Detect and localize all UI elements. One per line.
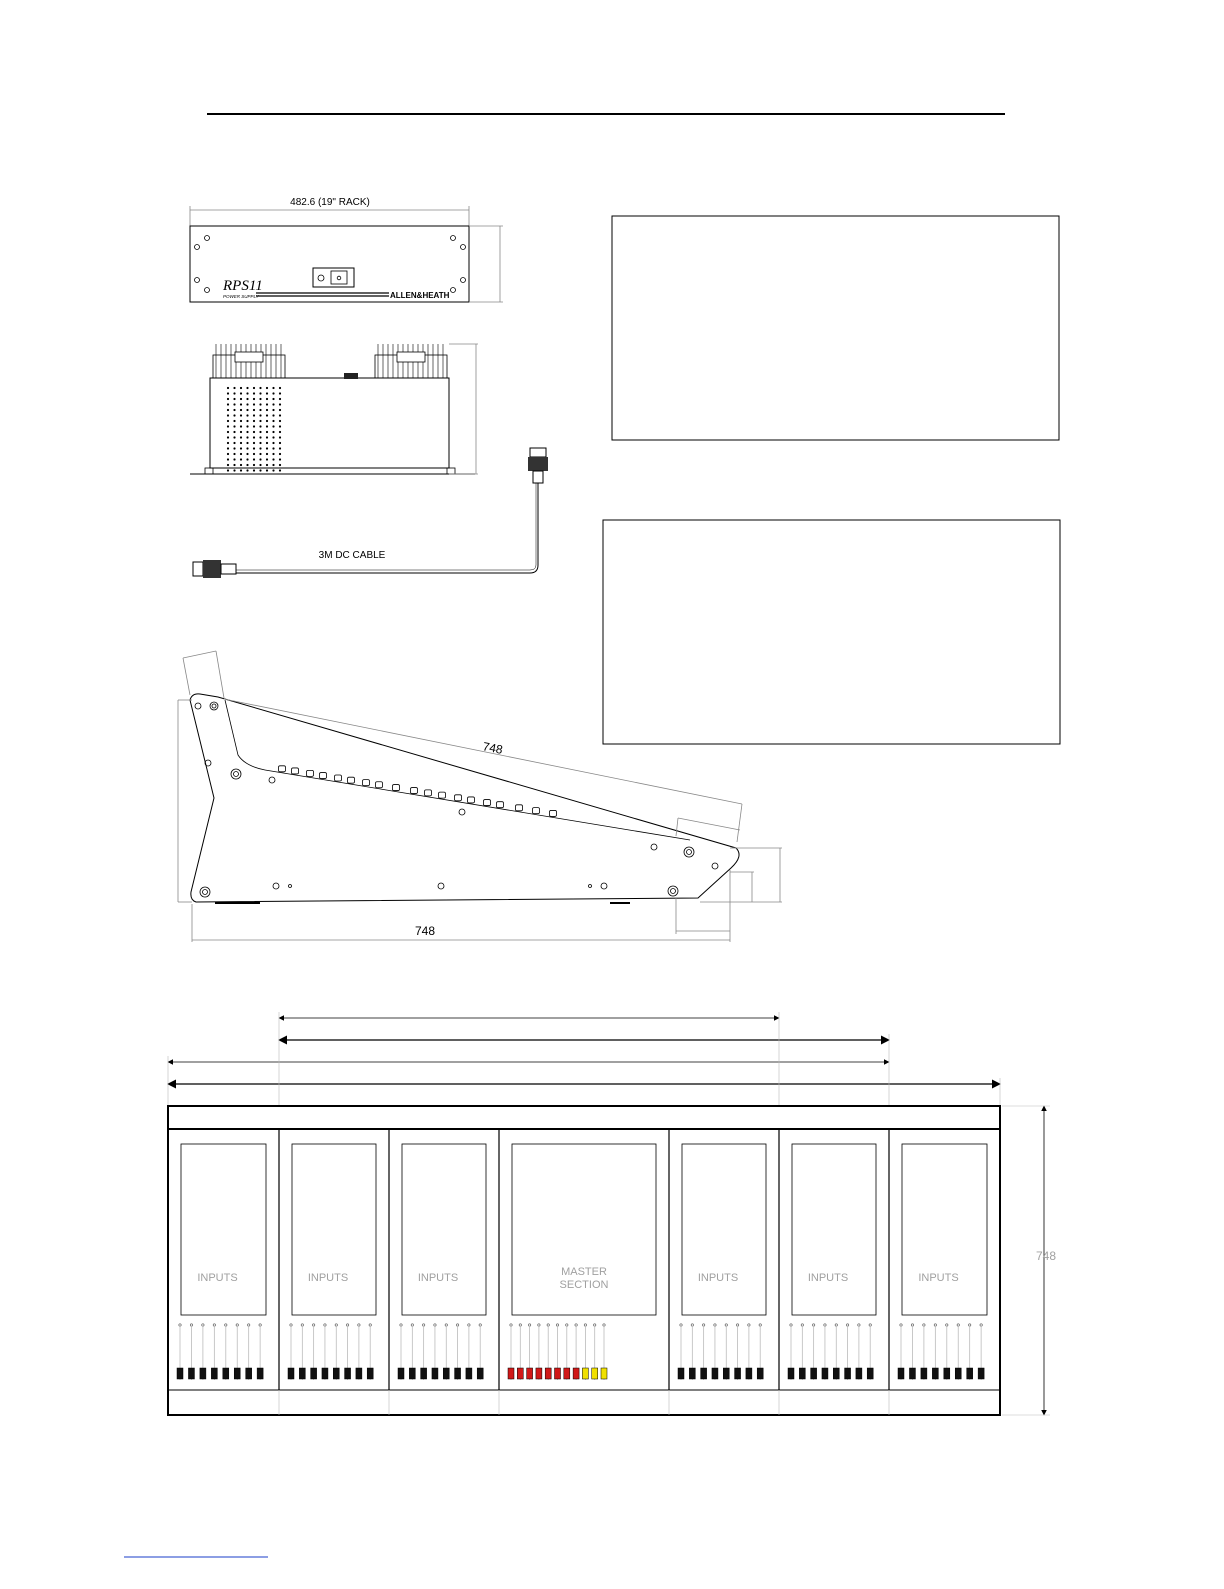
vent-hole	[279, 420, 281, 422]
vent-hole	[227, 442, 229, 444]
vent-hole	[272, 469, 274, 471]
fader-cap	[582, 1368, 588, 1379]
vent-hole	[253, 464, 255, 466]
fader-cap	[932, 1368, 938, 1379]
vent-hole	[246, 447, 248, 449]
fader-cap	[592, 1368, 598, 1379]
rack-width-label: 482.6 (19" RACK)	[290, 197, 370, 208]
vent-hole	[272, 458, 274, 460]
console-side-view	[178, 651, 782, 942]
vent-hole	[253, 453, 255, 455]
panel-label: INPUTS	[417, 1272, 459, 1284]
vent-hole	[233, 398, 235, 400]
vent-hole	[259, 469, 261, 471]
side-top-length-label: 748	[481, 739, 504, 757]
vent-hole	[259, 387, 261, 389]
vent-hole	[227, 420, 229, 422]
side-knob	[439, 792, 446, 798]
fader-cap	[701, 1368, 707, 1379]
fader-cap	[564, 1368, 570, 1379]
fader-cap	[367, 1368, 373, 1379]
vent-hole	[240, 442, 242, 444]
fader-cap	[356, 1368, 362, 1379]
vent-hole	[259, 403, 261, 405]
vent-hole	[233, 414, 235, 416]
vent-hole	[266, 453, 268, 455]
vent-hole	[259, 458, 261, 460]
vent-hole	[227, 436, 229, 438]
vent-hole	[246, 392, 248, 394]
vent-hole	[233, 431, 235, 433]
vent-hole	[253, 420, 255, 422]
spec-box-2	[603, 520, 1060, 744]
fader-cap	[398, 1368, 404, 1379]
vent-hole	[253, 414, 255, 416]
fader-cap	[845, 1368, 851, 1379]
vent-hole	[279, 469, 281, 471]
vent-hole	[233, 447, 235, 449]
heatsink-right	[375, 344, 447, 378]
vent-hole	[259, 442, 261, 444]
fader-cap	[712, 1368, 718, 1379]
console-top-view	[168, 1012, 1056, 1415]
vent-hole	[266, 447, 268, 449]
fader-cap	[234, 1368, 240, 1379]
vent-hole	[246, 420, 248, 422]
vent-hole	[233, 469, 235, 471]
vent-hole	[246, 425, 248, 427]
vent-hole	[240, 431, 242, 433]
vent-hole	[266, 464, 268, 466]
console-depth-label: 748	[1035, 1249, 1057, 1263]
vent-hole	[279, 442, 281, 444]
fader-cap	[898, 1368, 904, 1379]
panel-label-line2: SECTION	[559, 1279, 609, 1291]
vent-hole	[279, 431, 281, 433]
vent-hole	[253, 403, 255, 405]
panel-label: INPUTS	[307, 1272, 349, 1284]
fader-cap	[322, 1368, 328, 1379]
vent-hole	[279, 425, 281, 427]
vent-hole	[259, 420, 261, 422]
side-knob	[307, 770, 314, 776]
side-knob	[376, 782, 383, 788]
vent-hole	[233, 464, 235, 466]
spec-box-1	[612, 216, 1059, 440]
vent-hole	[240, 464, 242, 466]
vent-hole	[240, 387, 242, 389]
vent-hole	[266, 458, 268, 460]
vent-hole	[266, 392, 268, 394]
vent-hole	[227, 447, 229, 449]
fader-cap	[799, 1368, 805, 1379]
vent-hole	[246, 414, 248, 416]
vent-hole	[279, 453, 281, 455]
fader-cap	[477, 1368, 483, 1379]
vent-hole	[272, 442, 274, 444]
panel-label: INPUTS	[697, 1272, 739, 1284]
heatsink-left	[213, 344, 285, 378]
vent-hole	[233, 392, 235, 394]
vent-hole	[279, 458, 281, 460]
vent-hole	[233, 453, 235, 455]
vent-hole	[259, 436, 261, 438]
vent-hole	[272, 420, 274, 422]
vent-hole	[279, 392, 281, 394]
fader-cap	[345, 1368, 351, 1379]
fader-cap	[188, 1368, 194, 1379]
fader-cap	[200, 1368, 206, 1379]
vent-hole	[246, 453, 248, 455]
side-knob	[516, 805, 523, 811]
side-knob	[320, 773, 327, 779]
vent-hole	[246, 458, 248, 460]
vent-hole	[272, 431, 274, 433]
fader-cap	[944, 1368, 950, 1379]
vent-hole	[272, 425, 274, 427]
side-knob	[425, 790, 432, 796]
vent-hole	[279, 403, 281, 405]
vent-hole	[266, 398, 268, 400]
vent-hole	[246, 469, 248, 471]
fader-cap	[545, 1368, 551, 1379]
vent-hole	[253, 469, 255, 471]
vent-hole	[259, 398, 261, 400]
vent-hole	[227, 431, 229, 433]
fader-cap	[466, 1368, 472, 1379]
panel-label: INPUTS	[807, 1272, 849, 1284]
vent-hole	[272, 436, 274, 438]
fader-cap	[421, 1368, 427, 1379]
fader-cap	[508, 1368, 514, 1379]
vent-hole	[253, 387, 255, 389]
vent-hole	[227, 469, 229, 471]
vent-hole	[240, 420, 242, 422]
side-knob	[455, 795, 462, 801]
vent-hole	[266, 420, 268, 422]
vent-hole	[272, 414, 274, 416]
rps11-front-view	[190, 197, 503, 302]
vent-hole	[266, 425, 268, 427]
fader-cap	[867, 1368, 873, 1379]
vent-hole	[253, 409, 255, 411]
vent-hole	[266, 431, 268, 433]
vent-hole	[259, 447, 261, 449]
fader-cap	[573, 1368, 579, 1379]
vent-hole	[259, 414, 261, 416]
fader-cap	[978, 1368, 984, 1379]
fader-cap	[723, 1368, 729, 1379]
vent-hole	[233, 442, 235, 444]
vent-hole	[253, 442, 255, 444]
fader-cap	[257, 1368, 263, 1379]
fader-cap	[432, 1368, 438, 1379]
vent-hole	[246, 436, 248, 438]
vent-hole	[227, 403, 229, 405]
vent-hole	[227, 414, 229, 416]
fader-cap	[409, 1368, 415, 1379]
vent-hole	[240, 469, 242, 471]
vent-hole	[227, 458, 229, 460]
vent-hole	[233, 458, 235, 460]
vent-hole	[233, 436, 235, 438]
vent-hole	[233, 420, 235, 422]
fader-cap	[601, 1368, 607, 1379]
side-knob	[550, 810, 557, 816]
fader-cap	[822, 1368, 828, 1379]
vent-hole	[227, 425, 229, 427]
fader-cap	[921, 1368, 927, 1379]
vent-hole	[266, 403, 268, 405]
rps11-top-view	[190, 344, 478, 474]
fader-cap	[517, 1368, 523, 1379]
vent-hole	[259, 425, 261, 427]
vent-hole	[272, 453, 274, 455]
vent-hole	[253, 458, 255, 460]
fader-cap	[311, 1368, 317, 1379]
fader-cap	[333, 1368, 339, 1379]
vent-hole	[246, 431, 248, 433]
vent-hole	[272, 387, 274, 389]
fader-cap	[955, 1368, 961, 1379]
side-knob	[348, 777, 355, 783]
vent-hole	[246, 387, 248, 389]
panel-label: INPUTS	[918, 1272, 959, 1284]
vent-hole	[253, 392, 255, 394]
vent-hole	[266, 414, 268, 416]
vent-hole	[259, 453, 261, 455]
vent-hole	[279, 447, 281, 449]
fader-cap	[856, 1368, 862, 1379]
side-knob	[411, 788, 418, 794]
fader-cap	[678, 1368, 684, 1379]
side-knob	[497, 802, 504, 808]
vent-hole	[272, 447, 274, 449]
vent-hole	[240, 458, 242, 460]
fader-cap	[967, 1368, 973, 1379]
vent-hole	[240, 392, 242, 394]
fader-cap	[443, 1368, 449, 1379]
vent-hole	[233, 409, 235, 411]
vent-hole	[240, 398, 242, 400]
vent-hole	[253, 425, 255, 427]
side-knob	[335, 775, 342, 781]
vent-hole	[272, 403, 274, 405]
vent-hole	[266, 409, 268, 411]
vent-hole	[272, 409, 274, 411]
fader-cap	[757, 1368, 763, 1379]
vent-hole	[259, 392, 261, 394]
vent-hole	[279, 398, 281, 400]
vent-hole	[246, 403, 248, 405]
vent-hole	[246, 442, 248, 444]
vent-hole	[272, 398, 274, 400]
vent-hole	[240, 414, 242, 416]
fader-cap	[811, 1368, 817, 1379]
rps11-subtitle: POWER SUPPLY	[223, 294, 259, 299]
vent-hole	[253, 436, 255, 438]
vent-hole	[227, 409, 229, 411]
vent-hole	[253, 431, 255, 433]
dc-cable-label: 3M DC CABLE	[318, 550, 386, 561]
vent-hole	[233, 425, 235, 427]
vent-hole	[279, 464, 281, 466]
vent-hole	[279, 414, 281, 416]
vent-hole	[240, 403, 242, 405]
side-knob	[393, 785, 400, 791]
vent-hole	[272, 392, 274, 394]
side-knob	[484, 800, 491, 806]
vent-hole	[240, 425, 242, 427]
side-knob	[468, 797, 475, 803]
vent-hole	[266, 387, 268, 389]
side-knob	[363, 780, 370, 786]
fader-cap	[735, 1368, 741, 1379]
fader-cap	[689, 1368, 695, 1379]
vent-hole	[240, 447, 242, 449]
vent-hole	[240, 453, 242, 455]
vent-hole	[272, 464, 274, 466]
vent-hole	[279, 387, 281, 389]
fader-cap	[246, 1368, 252, 1379]
vent-hole	[259, 464, 261, 466]
fader-cap	[455, 1368, 461, 1379]
fader-cap	[555, 1368, 561, 1379]
vent-hole	[227, 387, 229, 389]
vent-hole	[227, 464, 229, 466]
vent-hole	[240, 436, 242, 438]
rps11-model-logo: RPS11	[223, 278, 263, 294]
vent-hole	[233, 387, 235, 389]
fader-cap	[536, 1368, 542, 1379]
fader-cap	[211, 1368, 217, 1379]
fader-cap	[288, 1368, 294, 1379]
brand-logo: ALLEN&HEATH	[390, 291, 450, 300]
vent-hole	[253, 398, 255, 400]
side-base-length-label: 748	[414, 924, 436, 938]
fader-cap	[527, 1368, 533, 1379]
vent-hole	[246, 409, 248, 411]
vent-hole	[279, 409, 281, 411]
fader-cap	[909, 1368, 915, 1379]
fader-cap	[788, 1368, 794, 1379]
vent-hole	[259, 409, 261, 411]
side-knob	[279, 766, 286, 772]
vent-hole	[233, 403, 235, 405]
fader-cap	[223, 1368, 229, 1379]
vent-hole	[253, 447, 255, 449]
side-knob	[292, 768, 299, 774]
fader-cap	[833, 1368, 839, 1379]
vent-hole	[266, 469, 268, 471]
vent-hole	[279, 436, 281, 438]
vent-hole	[266, 442, 268, 444]
vent-hole	[246, 464, 248, 466]
vent-hole	[227, 392, 229, 394]
fader-cap	[299, 1368, 305, 1379]
vent-hole	[266, 436, 268, 438]
vent-hole	[227, 398, 229, 400]
vent-hole	[227, 453, 229, 455]
fader-cap	[177, 1368, 183, 1379]
vent-hole	[246, 398, 248, 400]
panel-label: INPUTS	[197, 1272, 238, 1284]
vent-hole	[240, 409, 242, 411]
fader-cap	[746, 1368, 752, 1379]
side-knob	[533, 808, 540, 814]
vent-hole	[259, 431, 261, 433]
panel-label: MASTER	[561, 1266, 607, 1278]
